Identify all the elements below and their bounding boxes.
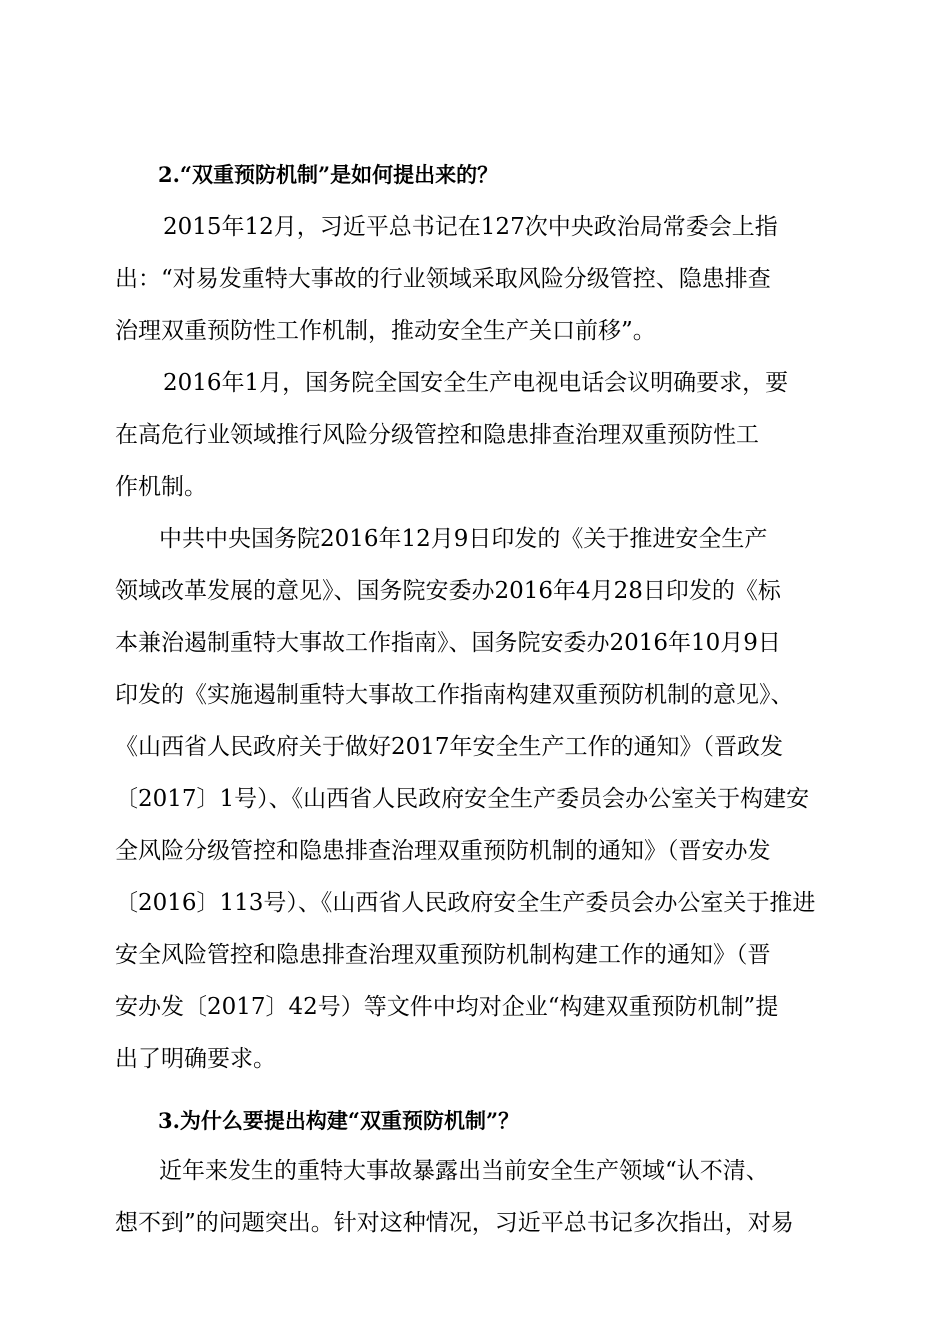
section-2-heading: 2.“双重预防机制”是如何提出来的？ xyxy=(158,162,499,187)
paragraph-reason xyxy=(115,1145,855,1249)
text-line: 想不到”的问题突出。针对这种情况，习近平总书记多次指出，对易 xyxy=(115,1210,794,1236)
text-line: 2016年1月，国务院全国安全生产电视电话会议明确要求，要 xyxy=(163,370,789,396)
text-line: 在高危行业领域推行风险分级管控和隐患排查治理双重预防性工 xyxy=(115,422,759,448)
text-line: 出了明确要求。 xyxy=(115,1046,276,1072)
section-2-body xyxy=(115,201,855,1085)
text-line: 《山西省人民政府关于做好2017年安全生产工作的通知》（晋政发 xyxy=(115,734,784,760)
text-line: 全风险分级管控和隐患排查治理双重预防机制的通知》（晋安办发 xyxy=(115,838,771,864)
text-line: 安办发〔2017〕42号）等文件中均对企业“构建双重预防机制”提 xyxy=(115,994,779,1020)
text-line: 中共中央国务院2016年12月9日印发的《关于推进安全生产 xyxy=(159,526,768,552)
text-line: 〔2016〕113号）、《山西省人民政府安全生产委员会办公室关于推进 xyxy=(115,890,816,916)
text-line: 领域改革发展的意见》、国务院安委办2016年4月28日印发的《标 xyxy=(115,578,781,604)
text-line: 作机制。 xyxy=(115,474,207,500)
text-line: 〔2017〕1号）、《山西省人民政府安全生产委员会办公室关于构建安 xyxy=(115,786,810,812)
paragraph-2015 xyxy=(115,201,855,357)
section-3-heading: 3.为什么要提出构建“双重预防机制”？ xyxy=(158,1108,520,1133)
text-line: 安全风险管控和隐患排查治理双重预防机制构建工作的通知》（晋 xyxy=(115,942,771,968)
paragraph-2016 xyxy=(115,357,855,513)
text-line: 出：“对易发重特大事故的行业领域采取风险分级管控、隐患排查 xyxy=(115,266,771,292)
text-line: 印发的《实施遏制重特大事故工作指南构建双重预防机制的意见》、 xyxy=(115,682,794,708)
text-line: 近年来发生的重特大事故暴露出当前安全生产领域“认不清、 xyxy=(159,1158,769,1184)
text-line: 治理双重预防性工作机制，推动安全生产关口前移”。 xyxy=(115,318,656,344)
text-line: 2015年12月，习近平总书记在127次中央政治局常委会上指 xyxy=(163,214,778,240)
paragraph-documents xyxy=(115,513,855,1085)
text-line: 本兼治遏制重特大事故工作指南》、国务院安委办2016年10月9日 xyxy=(115,630,781,656)
section-3-body xyxy=(115,1145,855,1249)
